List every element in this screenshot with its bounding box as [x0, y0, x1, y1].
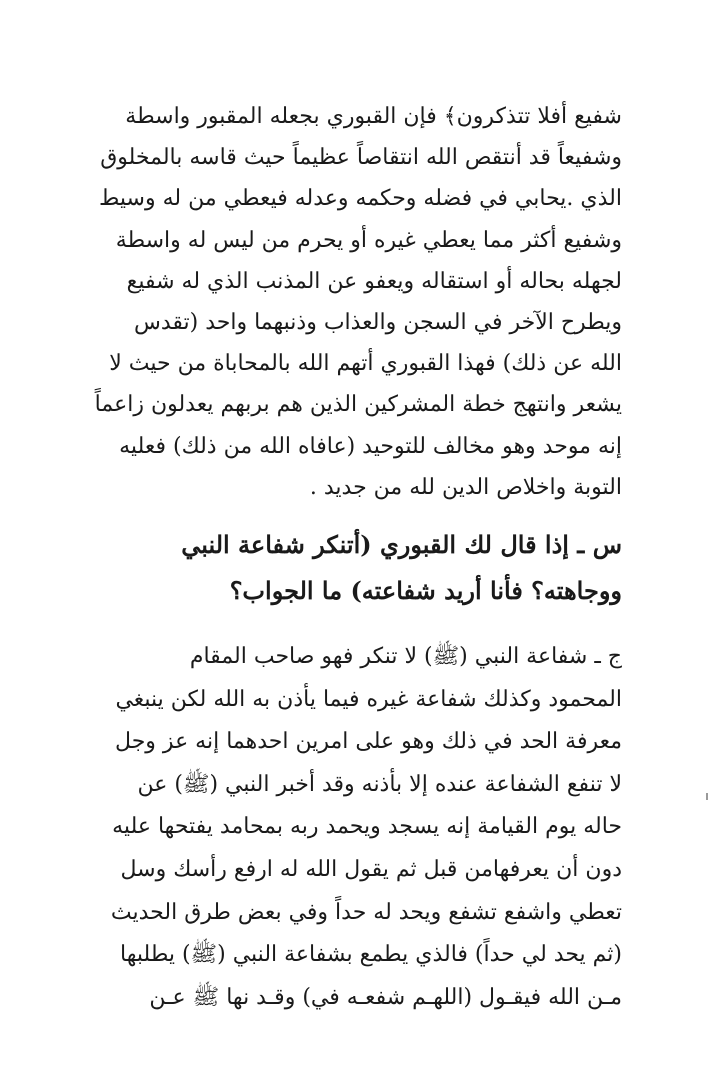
text-line: التوبة واخلاص الدين لله من جديد . [309, 474, 622, 500]
text-line: وشفيع أكثر مما يعطي غيره أو يحرم من ليس له واسطة [115, 227, 622, 253]
question-heading [70, 522, 622, 614]
answer-paragraph [70, 636, 622, 1019]
text-line: المحمود وكذلك شفاعة غيره فيما يأذن به الله لكن ينبغي [115, 686, 622, 712]
text-line: حاله يوم القيامة إنه يسجد ويحمد ربه بمحامد يفتحها عليه [112, 814, 622, 840]
text-line: شفيع أفلا تتذكرون﴾ فإن القبوري بجعله المقبور واسطة [125, 104, 622, 129]
text-line: لجهله بحاله أو استقاله ويعفو عن المذنب الذي له شفيع [126, 268, 622, 294]
question-line: ووجاهته؟ فأنا أريد شفاعته) ما الجواب؟ [229, 576, 622, 606]
text-line: الله عن ذلك) فهذا القبوري أتهم الله بالمحاباة من حيث لا [109, 351, 622, 377]
text-line: وشفيعاً قد أنتقص الله انتقاصاً عظيماً حيث قاسه بالمخلوق [100, 145, 622, 171]
text-line: دون أن يعرفهامن قبل ثم يقول الله له ارفع رأسك وسل [120, 857, 622, 882]
text-line: ويطرح الآخر في السجن والعذاب وذنبهما واحد (تقدس [133, 310, 622, 336]
page-body [70, 96, 622, 1019]
paragraph-1 [70, 96, 622, 508]
text-line: ج ـ شفاعة النبي (ﷺ) لا تنكر فهو صاحب المقام [189, 644, 622, 670]
text-line: الذي .يحابي في فضله وحكمه وعدله فيعطي من له وسيط [99, 186, 622, 212]
text-line: لا تنفع الشفاعة عنده إلا بأذنه وقد أخبر النبي (ﷺ) عن [137, 771, 622, 797]
text-line: تعطي واشفع تشفع ويحد له حداً وفي بعض طرق الحديث [110, 899, 622, 925]
text-line: معرفة الحد في ذلك وهو على امرين احدهما إنه عز وجل [115, 729, 622, 755]
question-line: س ـ إذا قال لك القبوري (أتنكر شفاعة النبي [181, 530, 622, 560]
text-line: إنه موحد وهو مخالف للتوحيد (عافاه الله من ذلك) فعليه [119, 433, 622, 459]
text-line: (ثم يحد لي حداً) فالذي يطمع بشفاعة النبي (ﷺ) يطلبها [120, 942, 622, 968]
text-line: يشعر وانتهج خطة المشركين الذين هم بربهم يعدلون زاعماً [94, 392, 622, 418]
scan-mark [706, 793, 708, 800]
text-line: مـن الله فيقـول (اللهـم شفعـه في) وقـد نها ﷺ عـن [149, 984, 622, 1010]
